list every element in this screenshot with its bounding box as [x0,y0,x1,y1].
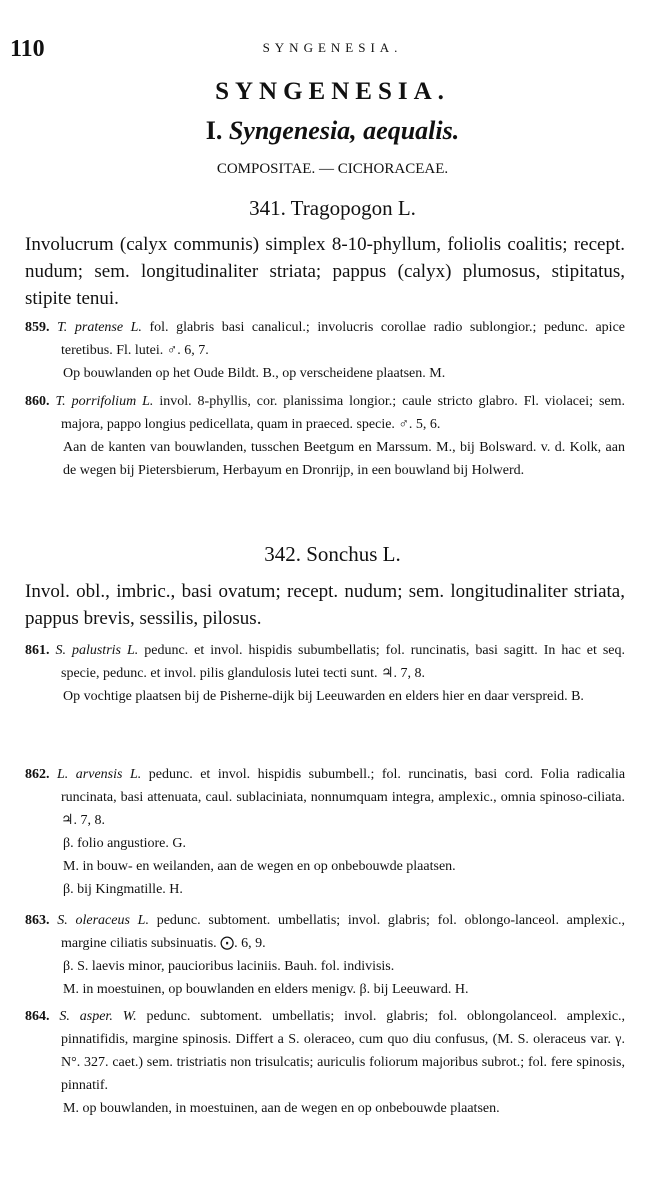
species-number: 864. [25,1009,50,1024]
genus-description-341: Involucrum (calyx communis) simplex 8-10-phyllum, foliolis coalitis; recept. nudum; sem. longitudinaliter striata; pappus (calyx) plumosus, stipitatus, stipite tenui. [25,234,625,309]
running-title: SYNGENESIA. [262,40,403,55]
species-number: 859. [25,320,50,335]
species-861-habitat: Op vochtige plaatsen bij de Pisherne-dijk bij Leeuwarden en elders hier en daar verspreid. B. [63,689,584,704]
species-864-diagnosis [25,1005,625,1097]
species-863-habitat: M. in moestuinen, op bouwlanden en elders menigv. β. bij Leeuward. H. [63,982,469,997]
species-861 [25,639,625,708]
class-title: SYNGENESIA. [215,78,450,105]
order-name: Syngenesia, aequalis. [228,116,460,145]
species-859-diagnosis [25,316,625,362]
species-863-variety: β. S. laevis minor, paucioribus laciniis. Bauh. fol. indivisis. [63,959,395,974]
species-862-diagnosis [25,763,625,832]
species-863-diagnosis [25,909,625,955]
species-860-habitat: Aan de kanten van bouwlanden, tusschen Beetgum en Marssum. M., bij Bolsward. v. d. Kolk, aan de wegen bij Pietersbierum, Herbayum en Dronrijp, in een bouwland bij Holwerd. [63,440,625,478]
page-number: 110 [10,36,45,62]
species-text: invol. 8-phyllis, cor. planissima longior.; caule stricto glabro. Fl. violacei; sem. majora, pappo longius pedicellata, quam in praeced. specie. ♂. 5, 6. [61,394,625,432]
species-864-habitat: M. op bouwlanden, in moestuinen, aan de wegen en op onbebouwde plaatsen. [63,1101,500,1116]
species-862-habitat: M. in bouw- en weilanden, aan de wegen en op onbebouwde plaatsen. [63,859,456,874]
species-860 [25,390,625,482]
species-text: fol. glabris basi canalicul.; involucris corollae radio sublongior.; pedunc. apice teretibus. Fl. lutei. ♂. 6, 7. [61,320,625,358]
species-862 [25,763,625,901]
species-name: L. arvensis L. [57,767,142,782]
species-859-habitat: Op bouwlanden op het Oude Bildt. B., op verscheidene plaatsen. M. [63,366,446,381]
species-text: pedunc. et invol. hispidis subumbell.; fol. runcinatis, basi cord. Folia radicalia runcinata, basi attenuata, caul. sublaciniata, nonnumquam integra, amplexic., omnia spinoso-ciliata. ♃. 7, 8. [61,767,626,828]
family-heading: COMPOSITAE. — CICHORACEAE. [216,161,449,177]
species-number: 860. [25,394,50,409]
species-number: 863. [25,913,50,928]
species-name: T. pratense L. [57,320,142,335]
species-text: pedunc. subtoment. umbellatis; invol. glabris; fol. oblongolanceol. amplexic., pinnatifidis, margine spinosis. Differt a S. oleraceo, cum quo diu confusus, (M. S. oleraceus var. γ. N°. 327. caet.) sem. tristriatis non trisulcatis; auriculis foliorum majoribus subrot.; fol. fere spinosis, pinnatif. [61,1009,626,1093]
species-name: S. oleraceus L. [57,913,149,928]
species-863 [25,909,625,1001]
species-name: S. asper. W. [59,1009,137,1024]
species-number: 862. [25,767,50,782]
species-name: S. palustris L. [55,643,139,658]
species-text: pedunc. subtoment. umbellatis; invol. glabris; fol. oblongo-lanceol. amplexic., margine ciliatis subsinuatis. ⨀. 6, 9. [61,913,625,951]
genus-heading-341: 341. Tragopogon L. [249,196,416,220]
species-860-diagnosis [25,390,625,436]
genus-description-342: Invol. obl., imbric., basi ovatum; recept. nudum; sem. longitudinaliter striata, pappus brevis, sessilis, pilosus. [25,581,625,629]
species-861-diagnosis [25,639,625,685]
species-number: 861. [25,643,50,658]
order-numeral: I. [205,116,223,145]
running-header [10,36,655,60]
species-864 [25,1005,625,1120]
species-name: T. porrifolium L. [55,394,154,409]
species-862-variety: β. folio angustiore. G. [63,836,186,851]
species-text: pedunc. et invol. hispidis subumbellatis; fol. runcinatis, basi sagitt. In hac et seq. specie, pedunc. et invol. pilis glandulosis lutei tecti sunt. ♃. 7, 8. [61,643,625,681]
species-859 [25,316,625,385]
species-862-variety-habitat: β. bij Kingmatille. H. [63,882,183,897]
genus-heading-342: 342. Sonchus L. [264,542,401,566]
order-title [0,116,665,146]
